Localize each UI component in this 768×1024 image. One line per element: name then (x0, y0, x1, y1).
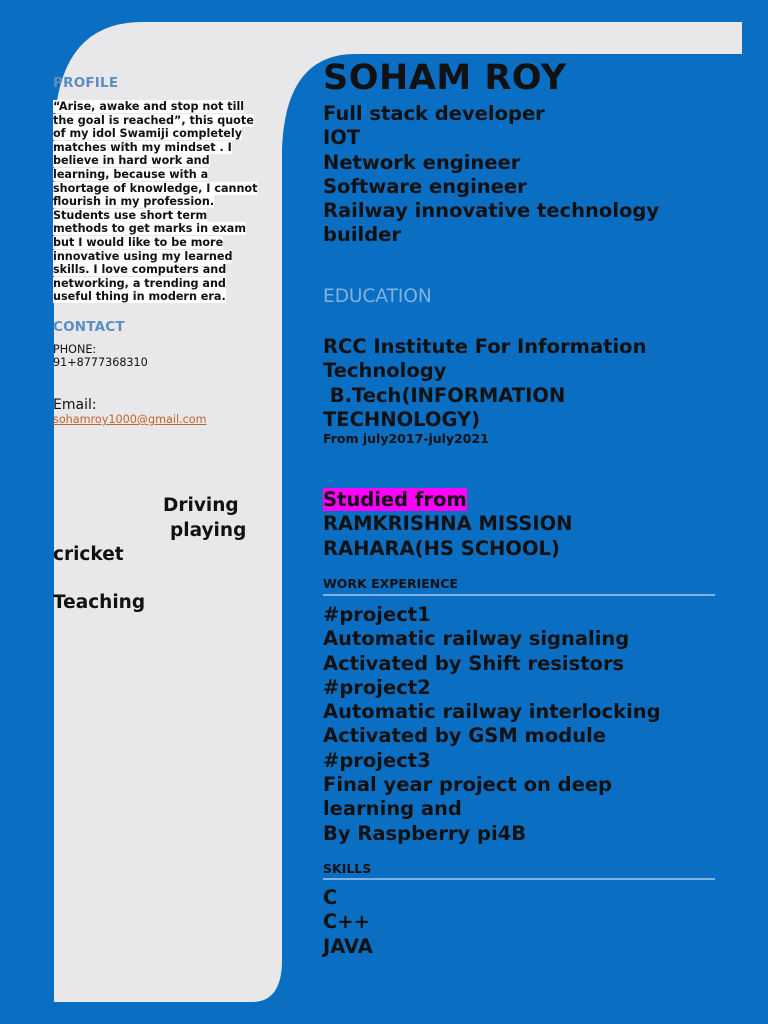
education-line: TECHNOLOGY) (323, 407, 481, 431)
school-line: RAMKRISHNA MISSION (323, 512, 573, 536)
work-line: Activated by GSM module (323, 724, 606, 748)
studied-from-label: Studied from (323, 488, 467, 511)
skills-divider (323, 878, 715, 880)
education-period: From july2017-july2021 (323, 431, 489, 446)
hobby-playing: playing (170, 520, 247, 541)
skills-heading: SKILLS (323, 861, 372, 876)
work-experience-heading: WORK EXPERIENCE (323, 576, 458, 591)
phone-label: PHONE: (53, 343, 97, 356)
work-line: learning and (323, 797, 462, 821)
profile-heading: PROFILE (53, 75, 119, 91)
education-line: B.Tech(INFORMATION (323, 383, 566, 407)
hobby-cricket: cricket (53, 544, 124, 565)
work-divider (323, 594, 715, 596)
work-list (323, 603, 661, 846)
hobby-driving: Driving (163, 495, 239, 516)
role-item: Full stack developer (323, 102, 545, 125)
education-line: RCC Institute For Information (323, 335, 647, 358)
skills-list (323, 886, 373, 959)
role-item: IOT (323, 126, 361, 150)
candidate-name: SOHAM ROY (323, 58, 567, 98)
work-line: Automatic railway interlocking (323, 700, 661, 724)
skill-item: C++ (323, 910, 370, 934)
email-link[interactable]: sohamroy1000@gmail.com (53, 413, 207, 426)
education-line: Technology (323, 359, 447, 383)
contact-heading: CONTACT (53, 319, 125, 335)
school-line: RAHARA(HS SCHOOL) (323, 536, 560, 560)
work-line: #project2 (323, 675, 431, 699)
work-line: Automatic railway signaling (323, 627, 630, 651)
role-item: Railway innovative technology (323, 199, 660, 223)
work-line: #project3 (323, 748, 431, 772)
education-heading: EDUCATION (323, 286, 432, 307)
role-item: Software engineer (323, 174, 527, 198)
skill-item: JAVA (323, 934, 373, 958)
school-block (323, 488, 572, 561)
role-item: builder (323, 223, 402, 247)
email-label: Email: (53, 397, 97, 413)
work-line: #project1 (323, 603, 431, 626)
role-item: Network engineer (323, 150, 521, 174)
education-details (323, 335, 646, 432)
hobby-teaching: Teaching (53, 592, 146, 613)
skill-item: C (323, 886, 338, 909)
work-line: Final year project on deep (323, 773, 613, 797)
roles-list (323, 102, 659, 248)
work-line: Activated by Shift resistors (323, 651, 625, 675)
profile-text: “Arise, awake and stop not till the goal is reached”, this quote of my idol Swamiji completely matches with my mindset . I believe in hard work and learning, because with a shortage of knowledge, I cannot flourish in my profession. Students use short term methods to get marks in exam but I would like to be more innovative using my learned skills. I love computers and networking, a trending and useful thing in modern era. (53, 100, 258, 304)
phone-value: 91+8777368310 (53, 356, 148, 369)
work-line: By Raspberry pi4B (323, 821, 527, 845)
